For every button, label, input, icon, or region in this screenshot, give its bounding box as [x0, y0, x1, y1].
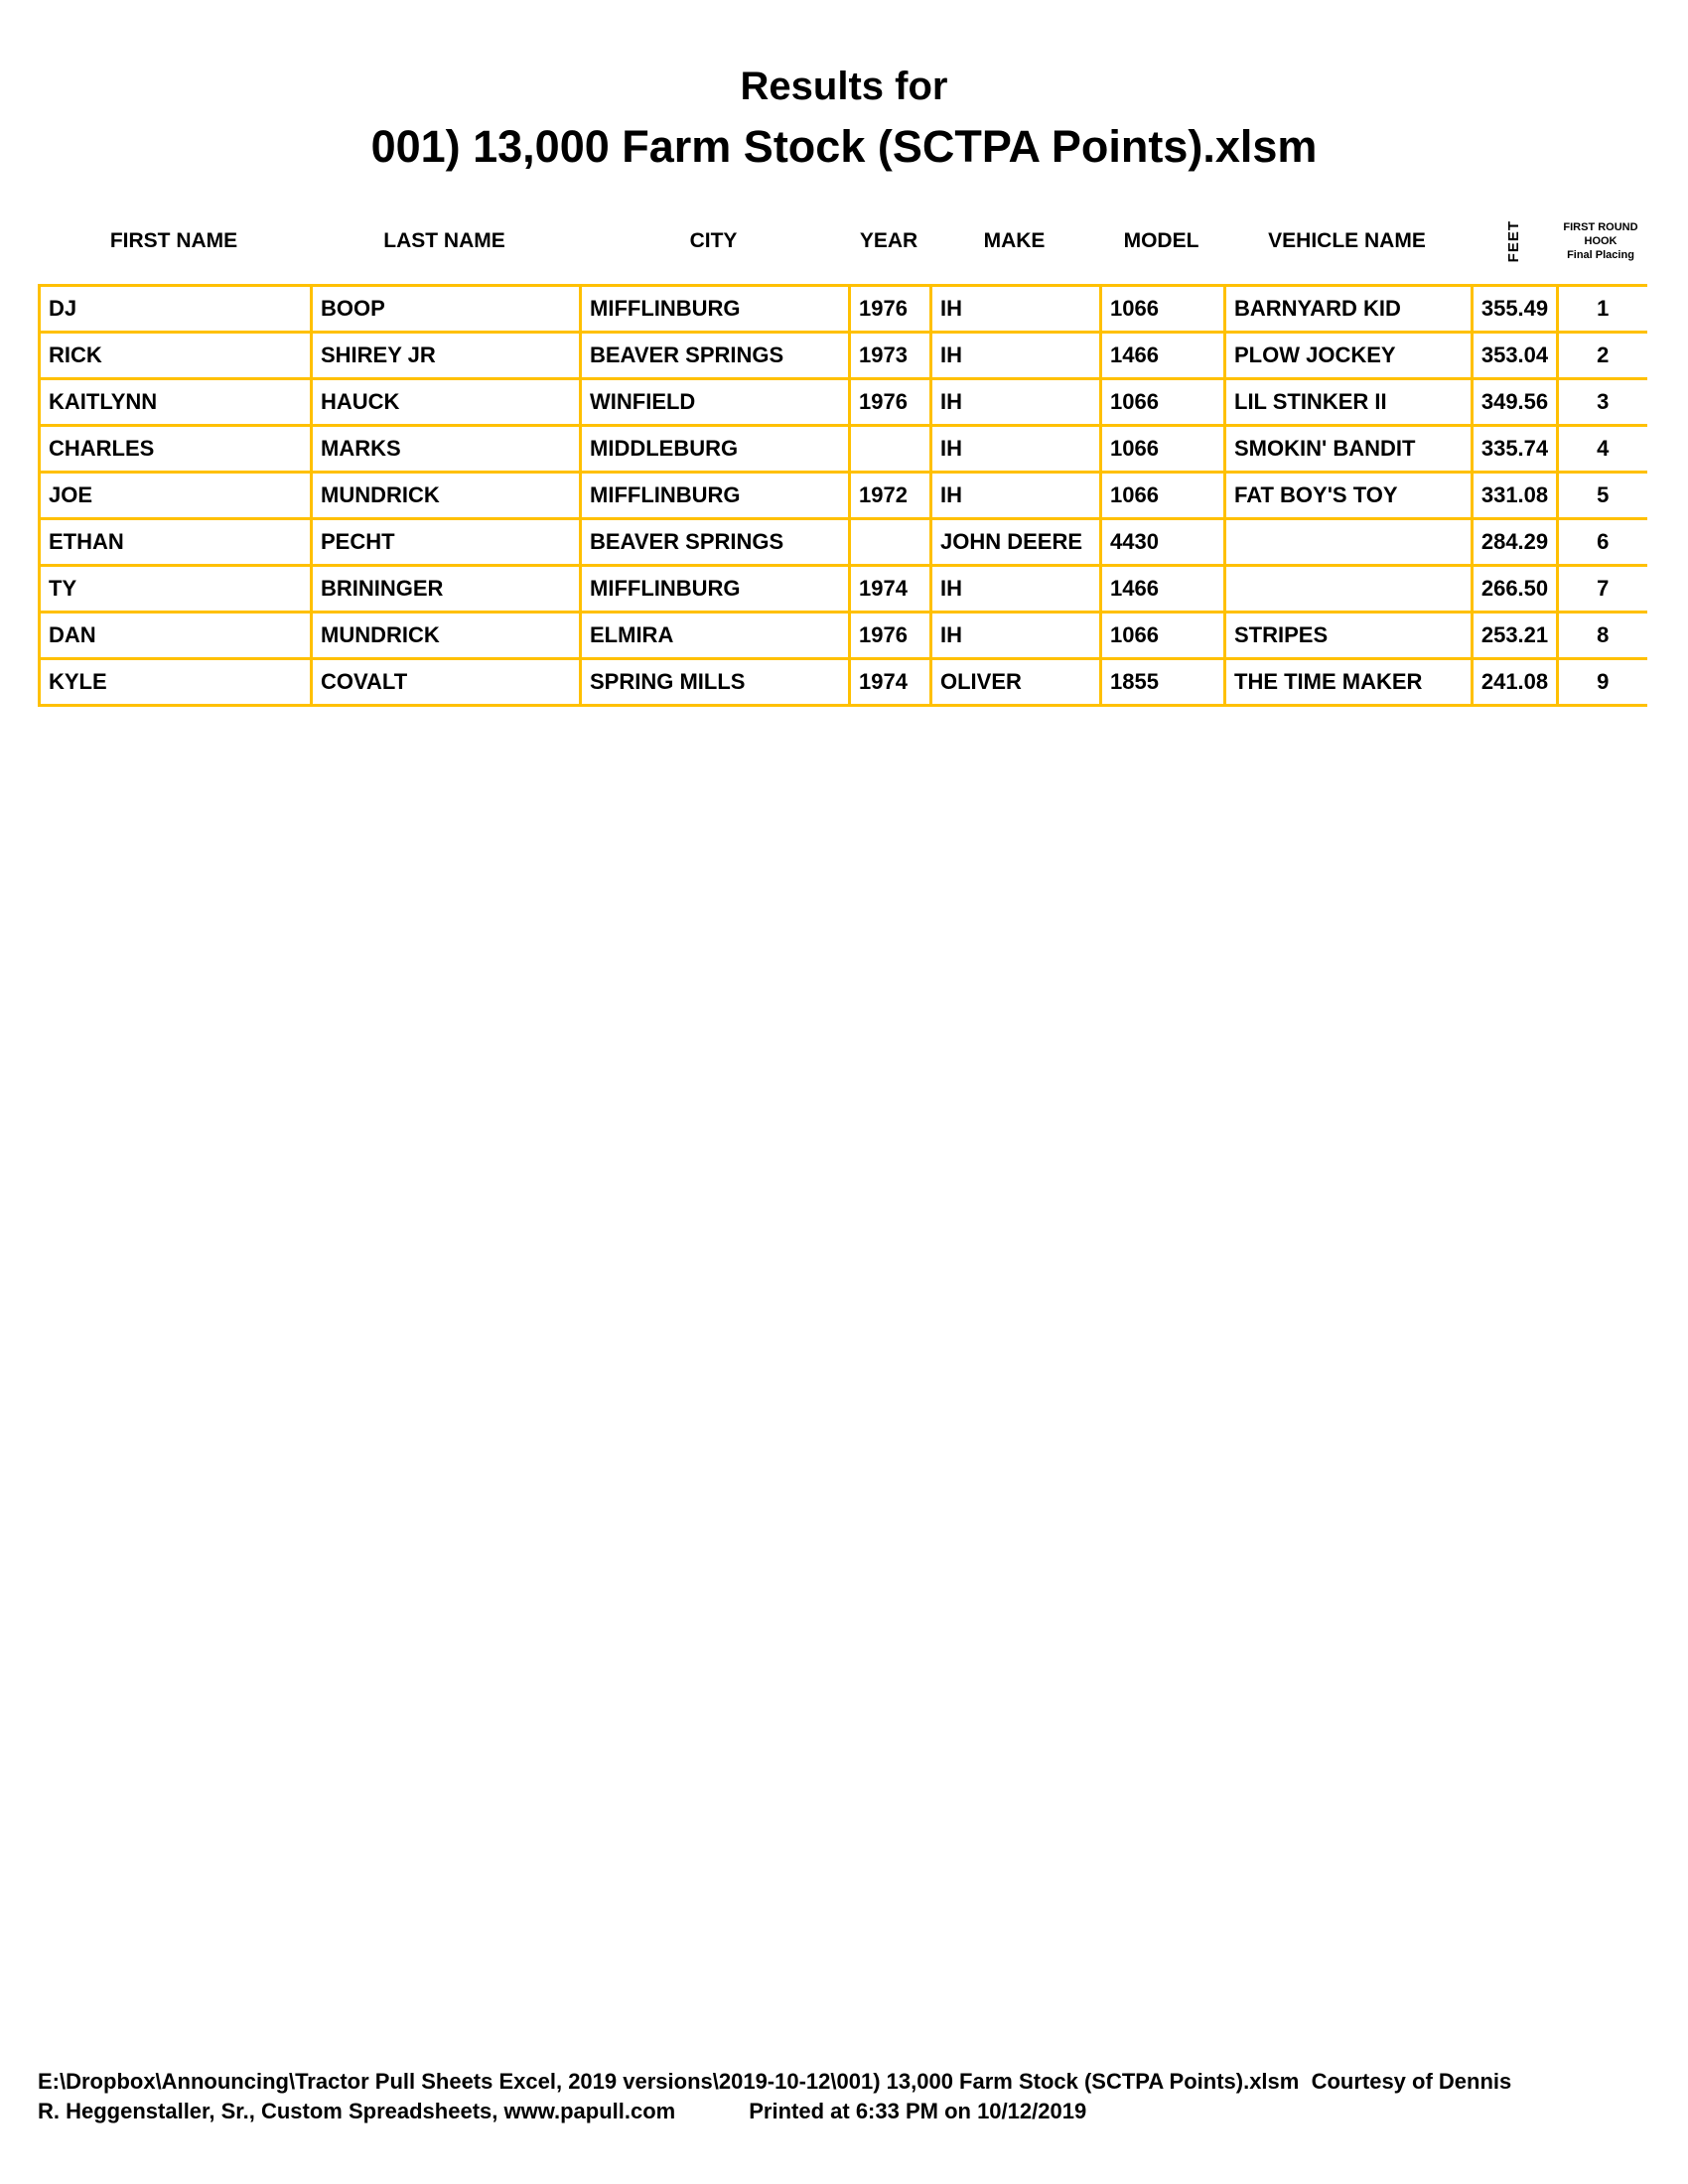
column-header-final-placing	[1556, 220, 1645, 262]
cell-last-name: MARKS	[312, 426, 581, 473]
cell-vehicle-name: THE TIME MAKER	[1225, 659, 1473, 706]
cell-year: 1972	[850, 473, 931, 519]
cell-vehicle-name: PLOW JOCKEY	[1225, 333, 1473, 379]
results-table	[38, 284, 1647, 707]
column-header-vehicle-name: VEHICLE NAME	[1268, 229, 1426, 252]
cell-final-placing: 6	[1558, 519, 1647, 566]
column-header-model: MODEL	[1123, 229, 1199, 252]
cell-year: 1973	[850, 333, 931, 379]
cell-final-placing: 3	[1558, 379, 1647, 426]
report-file-title: 001) 13,000 Farm Stock (SCTPA Points).xlsm	[370, 121, 1318, 172]
cell-city: ELMIRA	[581, 613, 850, 659]
cell-model: 1066	[1101, 613, 1225, 659]
placing-header-line2: HOOK	[1584, 235, 1618, 247]
cell-year: 1974	[850, 659, 931, 706]
cell-year: 1976	[850, 613, 931, 659]
cell-feet: 253.21	[1473, 613, 1558, 659]
cell-first-name: CHARLES	[40, 426, 312, 473]
cell-last-name: SHIREY JR	[312, 333, 581, 379]
cell-city: MIDDLEBURG	[581, 426, 850, 473]
cell-city: SPRING MILLS	[581, 659, 850, 706]
table-row	[40, 659, 1647, 706]
page-footer	[38, 2067, 1656, 2126]
cell-year	[850, 519, 931, 566]
cell-make: OLIVER	[931, 659, 1101, 706]
footer-credit-line	[38, 2097, 1656, 2126]
cell-final-placing: 2	[1558, 333, 1647, 379]
placing-header-line1: FIRST ROUND	[1563, 221, 1638, 233]
results-table-body	[40, 286, 1647, 706]
cell-last-name: BOOP	[312, 286, 581, 333]
cell-final-placing: 4	[1558, 426, 1647, 473]
cell-vehicle-name: LIL STINKER II	[1225, 379, 1473, 426]
cell-first-name: KYLE	[40, 659, 312, 706]
cell-make: JOHN DEERE	[931, 519, 1101, 566]
cell-first-name: TY	[40, 566, 312, 613]
cell-make: IH	[931, 613, 1101, 659]
table-row	[40, 519, 1647, 566]
cell-last-name: BRININGER	[312, 566, 581, 613]
cell-first-name: JOE	[40, 473, 312, 519]
cell-make: IH	[931, 473, 1101, 519]
cell-feet: 353.04	[1473, 333, 1558, 379]
cell-final-placing: 7	[1558, 566, 1647, 613]
cell-final-placing: 8	[1558, 613, 1647, 659]
table-row	[40, 379, 1647, 426]
cell-model: 1466	[1101, 566, 1225, 613]
title-block	[0, 0, 1688, 173]
placing-header-line3: Final Placing	[1567, 249, 1634, 261]
cell-feet: 349.56	[1473, 379, 1558, 426]
cell-feet: 266.50	[1473, 566, 1558, 613]
cell-make: IH	[931, 333, 1101, 379]
table-row	[40, 473, 1647, 519]
cell-vehicle-name: STRIPES	[1225, 613, 1473, 659]
cell-last-name: PECHT	[312, 519, 581, 566]
cell-final-placing: 5	[1558, 473, 1647, 519]
table-row	[40, 613, 1647, 659]
table-row	[40, 426, 1647, 473]
cell-year: 1976	[850, 379, 931, 426]
cell-vehicle-name	[1225, 566, 1473, 613]
cell-feet: 355.49	[1473, 286, 1558, 333]
column-header-city: CITY	[689, 229, 738, 252]
column-header-first-name: FIRST NAME	[109, 229, 238, 252]
table-row	[40, 333, 1647, 379]
cell-year: 1976	[850, 286, 931, 333]
cell-model: 1466	[1101, 333, 1225, 379]
footer-credit: R. Heggenstaller, Sr., Custom Spreadsheets, www.papull.com	[38, 2099, 676, 2123]
cell-feet: 241.08	[1473, 659, 1558, 706]
cell-city: MIFFLINBURG	[581, 286, 850, 333]
report-title: Results for	[740, 65, 948, 108]
cell-year: 1974	[850, 566, 931, 613]
cell-city: MIFFLINBURG	[581, 473, 850, 519]
column-header-make: MAKE	[983, 229, 1046, 252]
cell-final-placing: 1	[1558, 286, 1647, 333]
cell-last-name: MUNDRICK	[312, 613, 581, 659]
feet-rotated-label: FEET	[1504, 219, 1522, 263]
cell-city: WINFIELD	[581, 379, 850, 426]
cell-last-name: COVALT	[312, 659, 581, 706]
cell-last-name: MUNDRICK	[312, 473, 581, 519]
cell-feet: 331.08	[1473, 473, 1558, 519]
cell-vehicle-name: BARNYARD KID	[1225, 286, 1473, 333]
cell-model: 1066	[1101, 379, 1225, 426]
cell-first-name: KAITLYNN	[40, 379, 312, 426]
cell-vehicle-name: SMOKIN' BANDIT	[1225, 426, 1473, 473]
cell-first-name: DAN	[40, 613, 312, 659]
table-row	[40, 566, 1647, 613]
cell-model: 1066	[1101, 426, 1225, 473]
column-header-row	[38, 212, 1688, 270]
cell-make: IH	[931, 566, 1101, 613]
cell-first-name: RICK	[40, 333, 312, 379]
cell-vehicle-name	[1225, 519, 1473, 566]
cell-first-name: DJ	[40, 286, 312, 333]
cell-model: 1066	[1101, 286, 1225, 333]
cell-final-placing: 9	[1558, 659, 1647, 706]
cell-first-name: ETHAN	[40, 519, 312, 566]
cell-model: 1855	[1101, 659, 1225, 706]
cell-model: 1066	[1101, 473, 1225, 519]
cell-feet: 284.29	[1473, 519, 1558, 566]
cell-model: 4430	[1101, 519, 1225, 566]
cell-last-name: HAUCK	[312, 379, 581, 426]
column-header-year: YEAR	[859, 229, 918, 252]
cell-make: IH	[931, 379, 1101, 426]
cell-city: BEAVER SPRINGS	[581, 333, 850, 379]
cell-year	[850, 426, 931, 473]
column-header-last-name: LAST NAME	[383, 229, 505, 252]
cell-feet: 335.74	[1473, 426, 1558, 473]
cell-make: IH	[931, 426, 1101, 473]
footer-printed-at: Printed at 6:33 PM on 10/12/2019	[749, 2099, 1087, 2123]
cell-city: MIFFLINBURG	[581, 566, 850, 613]
cell-city: BEAVER SPRINGS	[581, 519, 850, 566]
footer-file-path: E:\Dropbox\Announcing\Tractor Pull Sheets Excel, 2019 versions\2019-10-12\001) 13,000 Farm Stock (SCTPA Points).xlsm Courtesy of Dennis	[38, 2069, 1512, 2094]
column-header-feet	[1471, 220, 1556, 262]
cell-make: IH	[931, 286, 1101, 333]
cell-vehicle-name: FAT BOY'S TOY	[1225, 473, 1473, 519]
table-row	[40, 286, 1647, 333]
